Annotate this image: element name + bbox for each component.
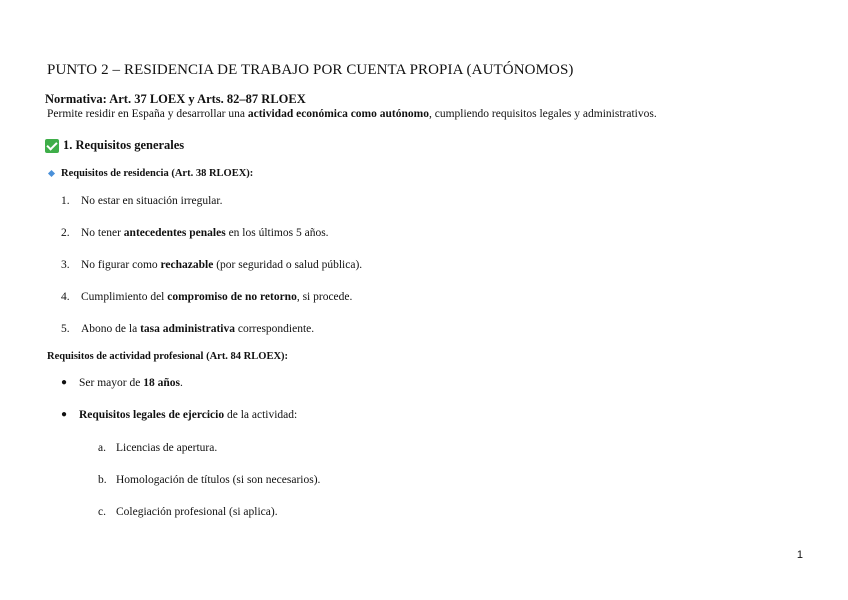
bullet-item-text-bold: 18 años (143, 377, 180, 389)
sub-list-text: Homologación de títulos (si son necesarios). (116, 474, 321, 486)
bullet-item-text (79, 377, 183, 389)
intro-text-pre: Permite residir en España y desarrollar una (47, 108, 248, 120)
bullet-icon: ● (61, 409, 68, 420)
bullet-item-text-pre: Ser mayor de (79, 377, 144, 389)
list-item (61, 259, 362, 271)
residencia-heading (47, 168, 253, 179)
sub-list-letter: b. (98, 474, 107, 486)
sub-list-letter: a. (98, 442, 106, 454)
list-item-text (81, 259, 362, 271)
bullet-icon: ● (61, 377, 68, 388)
list-item-number: 5. (61, 323, 70, 335)
list-item-text-pre: Abono de la (81, 323, 141, 335)
list-item-text-pre: Cumplimiento del (81, 291, 168, 303)
section-heading-label: 1. Requisitos generales (63, 138, 185, 152)
page-number: 1 (796, 549, 803, 561)
check-mark-icon (45, 139, 59, 153)
list-item-text-bold: tasa administrativa (140, 323, 235, 335)
sub-list-text: Licencias de apertura. (116, 442, 218, 454)
sub-list-item (98, 474, 320, 486)
list-item (61, 195, 222, 207)
list-item-number: 3. (61, 259, 70, 271)
bullet-item-text (79, 409, 297, 421)
bullet-item-text-post: . (179, 377, 183, 389)
sub-list-item (98, 442, 217, 454)
bullet-item-text-bold: Requisitos legales de ejercicio (79, 409, 225, 421)
intro-text-post: , cumpliendo requisitos legales y administrativos. (428, 108, 657, 120)
list-item (61, 227, 329, 239)
list-item (61, 323, 314, 335)
list-item-number: 1. (61, 195, 70, 207)
sub-list-item (98, 506, 278, 518)
list-item-text-pre: No figurar como (81, 259, 161, 271)
list-item-text-post: , si procede. (296, 291, 353, 303)
actividad-heading: Requisitos de actividad profesional (Art. 84 RLOEX): (47, 351, 289, 362)
sub-list-text: Colegiación profesional (si aplica). (116, 506, 278, 518)
bullet-item-text-post: de la actividad: (224, 409, 298, 421)
list-item-text: No estar en situación irregular. (81, 195, 223, 207)
list-item-text-pre: No tener (81, 227, 124, 239)
intro-text-bold: actividad económica como autónomo (247, 108, 429, 120)
list-item-text-post: en los últimos 5 años. (225, 227, 329, 239)
list-item-text-bold: compromiso de no retorno (167, 291, 297, 303)
section-heading-requisitos-generales (45, 138, 184, 153)
list-item-text-post: correspondiente. (234, 323, 315, 335)
list-item-text (81, 291, 352, 303)
page-title: PUNTO 2 – RESIDENCIA DE TRABAJO POR CUENTA PROPIA (AUTÓNOMOS) (47, 62, 574, 78)
list-item-text (81, 323, 314, 335)
list-item-text-post: (por seguridad o salud pública). (213, 259, 363, 271)
list-item-text-bold: antecedentes penales (123, 227, 226, 239)
residencia-heading-label: Requisitos de residencia (Art. 38 RLOEX): (61, 168, 254, 179)
list-item (61, 291, 352, 303)
normativa-line: Normativa: Art. 37 LOEX y Arts. 82–87 RLOEX (45, 92, 306, 106)
list-item-number: 4. (61, 291, 70, 303)
intro-paragraph (47, 108, 657, 120)
list-item-text-bold: rechazable (160, 259, 214, 271)
sub-list-letter: c. (98, 506, 106, 518)
list-item-text (81, 227, 329, 239)
blue-diamond-icon (48, 170, 55, 177)
bullet-item (61, 377, 183, 389)
list-item-number: 2. (61, 227, 70, 239)
bullet-item (61, 409, 297, 421)
